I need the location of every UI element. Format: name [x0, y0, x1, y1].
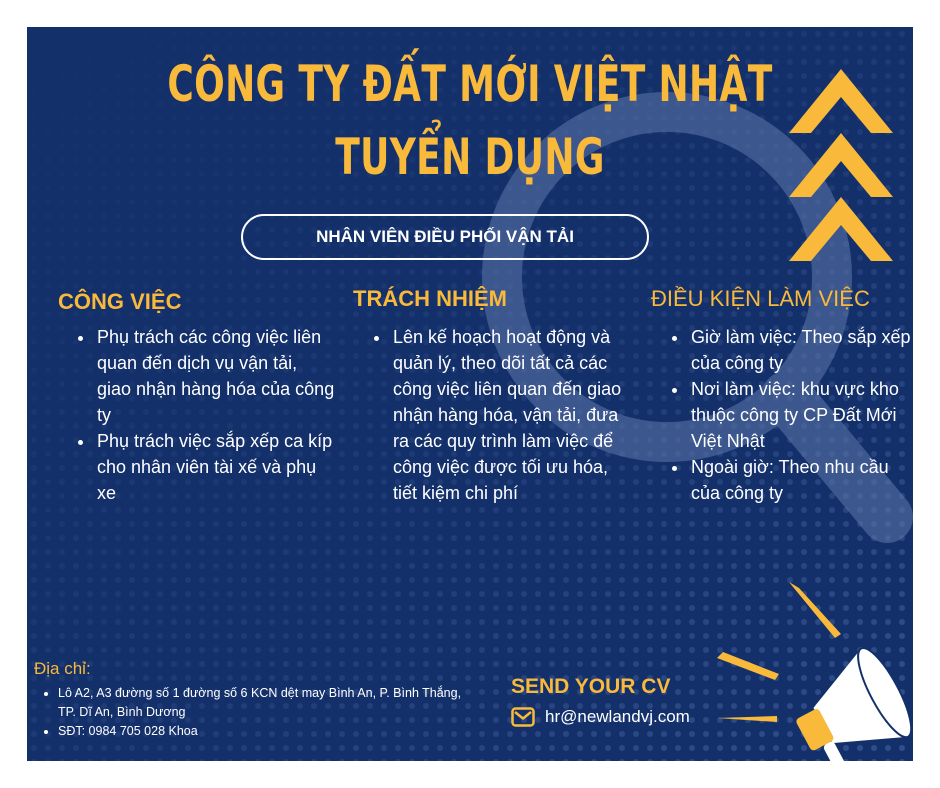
column-heading-trach-nhiem: TRÁCH NHIỆM: [353, 286, 507, 311]
company-title: CÔNG TY ĐẤT MỚI VIỆT NHẬT: [167, 55, 773, 113]
column-heading-cong-viec: CÔNG VIỆC: [58, 289, 182, 314]
column-list-trach-nhiem: [357, 324, 631, 506]
list-item: • Nơi làm việc: khu vực kho thuộc công ty CP Đất Mới Việt Nhật: [689, 376, 913, 454]
megaphone-icon: [717, 582, 913, 761]
list-item: • Lên kế hoạch hoạt động và quản lý, theo dõi tất cả các công việc liên quan đến giao nhận hàng hóa, vận tải, đưa ra các quy trình làm việc để công việc được tối ưu hóa, tiết kiệm chi phí: [391, 324, 631, 506]
chevron-up-icon: [789, 69, 893, 133]
recruitment-poster: [27, 27, 913, 761]
column-list-dieu-kien: [655, 324, 913, 506]
chevron-up-icon: [789, 197, 893, 261]
list-item: • Ngoài giờ: Theo nhu cầu của công ty: [689, 454, 913, 506]
send-cv-heading: SEND YOUR CV: [511, 675, 671, 698]
position-badge: NHÂN VIÊN ĐIỀU PHỐI VẬN TẢI: [241, 214, 649, 260]
address-line: • Lô A2, A3 đường số 1 đường số 6 KCN dệt may Bình An, P. Bình Thắng, TP. Dĩ An, Bình Dương: [58, 684, 478, 722]
column-heading-dieu-kien: ĐIỀU KIỆN LÀM VIỆC: [651, 286, 870, 311]
list-item: • Phụ trách các công việc liên quan đến dịch vụ vận tải, giao nhận hàng hóa của công ty: [95, 324, 335, 428]
chevron-up-icon: [789, 133, 893, 197]
list-item: • Giờ làm việc: Theo sắp xếp của công ty: [689, 324, 913, 376]
address-heading: Địa chỉ:: [34, 659, 91, 678]
address-list: [34, 684, 478, 741]
list-item: • Phụ trách việc sắp xếp ca kíp cho nhân viên tài xế và phụ xe: [95, 428, 335, 506]
email-contact[interactable]: [511, 707, 690, 727]
mail-icon: [511, 707, 535, 727]
column-list-cong-viec: [61, 324, 335, 506]
email-link[interactable]: hr@newlandvj.com: [545, 707, 690, 726]
phone-line: • SĐT: 0984 705 028 Khoa: [58, 722, 478, 741]
recruitment-title: TUYỂN DỤNG: [335, 128, 605, 186]
